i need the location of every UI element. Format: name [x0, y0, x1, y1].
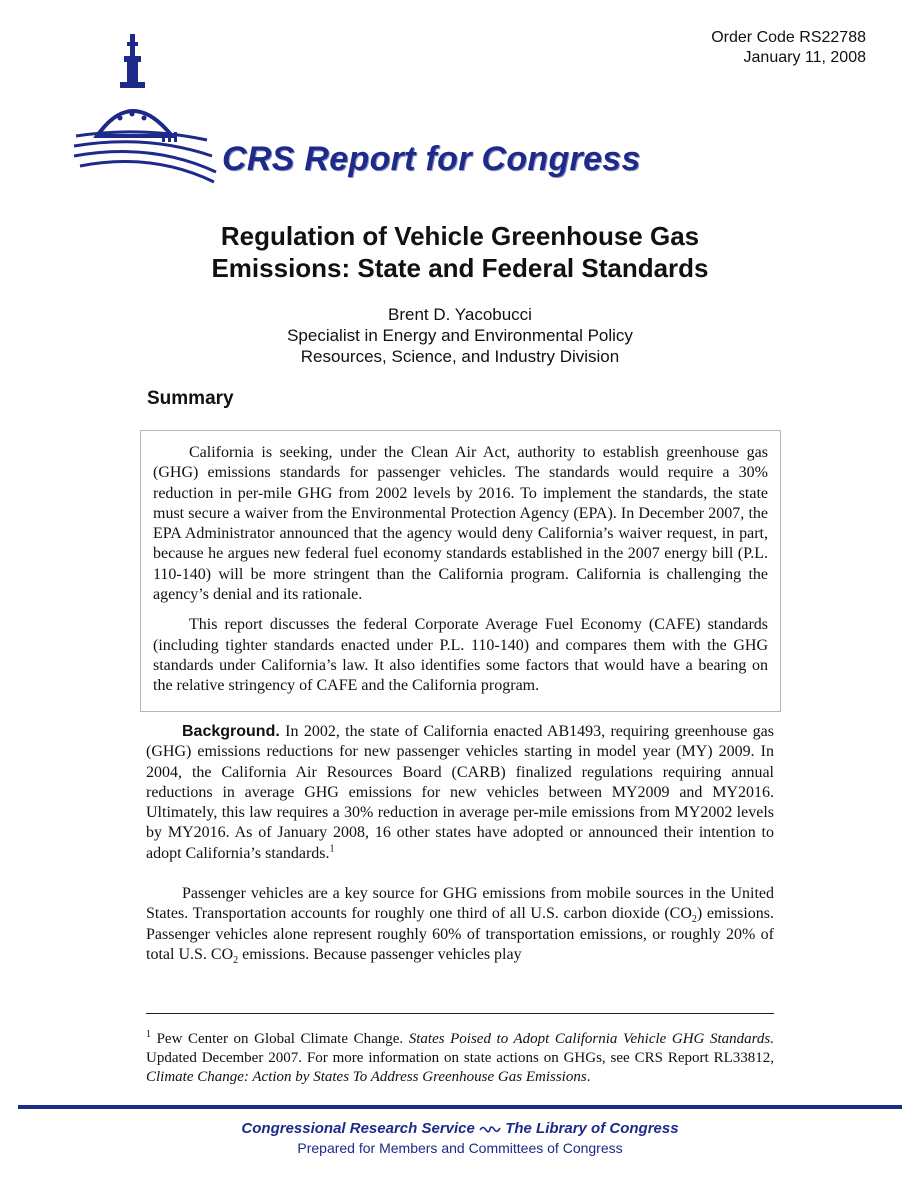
order-code: Order Code RS22788 [711, 29, 866, 46]
footnote-text-c: . [586, 1069, 591, 1085]
footnote-text-a: Pew Center on Global Climate Change. [151, 1031, 409, 1047]
background-runin-heading: Background. [182, 723, 280, 740]
report-date: January 11, 2008 [743, 49, 866, 66]
summary-paragraph-2: This report discusses the federal Corporate Average Fuel Economy (CAFE) standards (including tighter standards enacted under P.L. 110-140) and compares them with the GHG standards under California’s law. It also identifies some factors that would have a bearing on the relative stringency of CAFE and the California program. [153, 616, 768, 695]
footnote-ref-1[interactable]: 1 [329, 843, 335, 855]
co2-subscript: 2 [691, 914, 697, 926]
title-line-1: Regulation of Vehicle Greenhouse Gas [220, 221, 700, 251]
footnote-1 [146, 1030, 774, 1087]
footnote-number: 1 [146, 1029, 151, 1040]
footer-prepared-line: Prepared for Members and Committees of Congress [297, 1140, 623, 1156]
author-division: Resources, Science, and Industry Division [300, 347, 620, 366]
body-paragraph-2-part-b: ) emissions. Passenger vehicles alone represent roughly 60% of transportation emissions, or roughly 20% of total U.S. CO [146, 905, 774, 963]
order-info [711, 28, 866, 68]
body-paragraph-2-part-c: emissions. Because passenger vehicles play [238, 945, 522, 963]
footnote-cited-title-b: Climate Change: Action by States To Address Greenhouse Gas Emissions [146, 1069, 587, 1085]
scroll-ornament-icon [479, 1124, 501, 1134]
summary-box [140, 430, 781, 712]
co2-subscript: 2 [233, 955, 239, 967]
author-block [0, 304, 920, 367]
body-paragraph-2 [146, 884, 774, 965]
footnote-cited-title-a: States Poised to Adopt California Vehicle GHG Standards. [408, 1031, 774, 1047]
author-name: Brent D. Yacobucci [388, 305, 532, 324]
footer-rule [18, 1105, 902, 1109]
footer-loc: The Library of Congress [505, 1120, 679, 1137]
report-body [146, 722, 774, 985]
capitol-dome-logo [72, 28, 222, 188]
summary-heading: Summary [147, 388, 234, 409]
footnote-divider [146, 1013, 774, 1014]
body-paragraph-2-part-a: Passenger vehicles are a key source for GHG emissions from mobile sources in the United States. Transportation accounts for roughly one third of all U.S. carbon dioxide (CO [146, 885, 774, 923]
body-paragraph-1-text: In 2002, the state of California enacted AB1493, requiring greenhouse gas (GHG) emissions reductions for new passenger vehicles starting in model year (MY) 2009. In 2004, the California Air Resources Board (CARB) finalized regulations requiring annual reductions in average GHG emissions for new vehicles between MY2009 and MY2016. Ultimately, this law requires a 30% reduction in average per-mile emissions from MY2002 levels by MY2016. As of January 2008, 16 other states have adopted or announced their intention to adopt California’s standards. [146, 723, 774, 862]
title-line-2: Emissions: State and Federal Standards [211, 253, 709, 283]
body-paragraph-1 [146, 722, 774, 864]
report-title [0, 220, 920, 284]
masthead-title: CRS Report for Congress [222, 140, 641, 178]
author-role: Specialist in Energy and Environmental Policy [287, 326, 633, 345]
footer-crs: Congressional Research Service [241, 1120, 475, 1137]
summary-paragraph-1: California is seeking, under the Clean Air Act, authority to establish greenhouse gas (GHG) emissions standards for passenger vehicles. The standards would require a 30% reduction in per-mile GHG from 2002 levels by 2016. To implement the standards, the state must secure a waiver from the Environmental Protection Agency (EPA). In December 2007, the EPA Administrator announced that the agency would deny California’s waiver request, in part, because he argues new federal fuel economy standards established in the 2007 energy bill (P.L. 110-140) will be more stringent than the California program. California is challenging the agency’s denial and its rationale. [153, 444, 768, 604]
footnote-text-b: Updated December 2007. For more information on state actions on GHGs, see CRS Report RL33812, [146, 1050, 774, 1066]
footer-agency-line [0, 1120, 920, 1137]
